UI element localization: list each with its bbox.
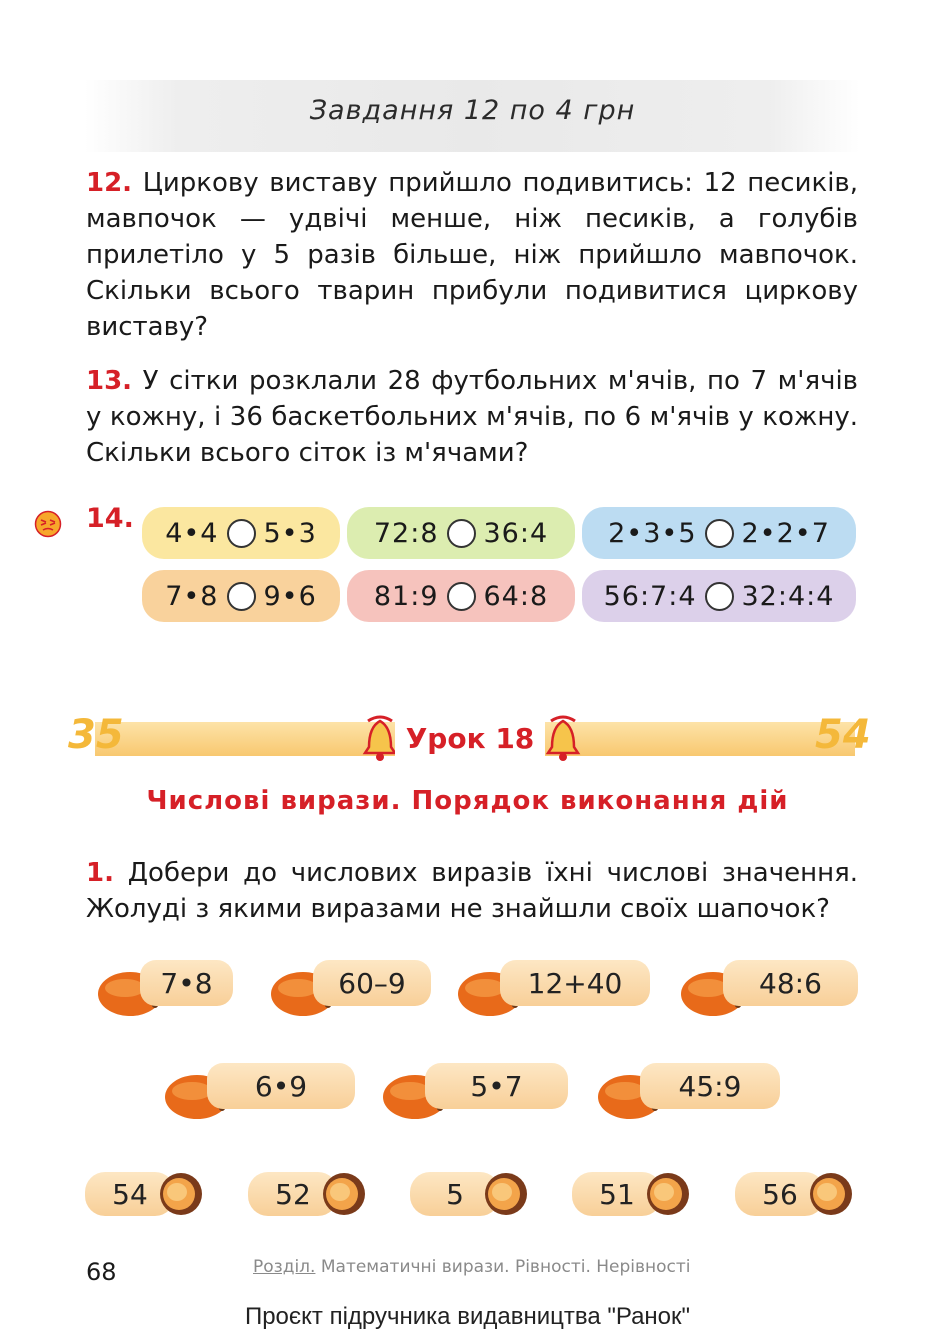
acorn-cap-icon [320,1170,368,1222]
task-number: 14. [86,503,134,534]
comparison-pair [142,570,340,622]
lesson-subtitle: Числові вирази. Порядок виконання дій [146,786,789,816]
comparison-circle[interactable] [447,519,476,548]
task-number: 1. [86,858,114,888]
acorn-expression: 48:6 [723,960,858,1006]
task-12 [86,165,858,345]
left-expression: 7•8 [165,580,219,612]
left-deco-numbers: 35 [68,712,124,758]
cap-value: 5 [410,1172,500,1216]
comparison-pair [142,507,340,559]
bell-icon [543,713,583,763]
section-text: Математичні вирази. Рівності. Нерівності [320,1257,691,1277]
comparison-circle[interactable] [227,519,256,548]
left-expression: 4•4 [165,517,219,549]
task-text: У сітки розклали 28 футбольних м'ячів, по 7 м'ячів у кожну, і 36 баскетбольних м'ячів, по 6 м'ячів у кожну. Скільки всього сіток із м'ячами? [86,366,858,468]
acorn-expression: 12+40 [500,960,650,1006]
cap-value: 54 [85,1172,175,1216]
acorn-cap-icon [644,1170,692,1222]
cap-value: 51 [572,1172,662,1216]
acorn-expression: 45:9 [640,1063,780,1109]
acorn-cap-icon [807,1170,855,1222]
comparison-pair [582,570,856,622]
thinking-face-icon [34,510,62,538]
cap-value: 52 [248,1172,338,1216]
right-expression: 9•6 [263,580,317,612]
lesson-title: Урок 18 [395,720,545,758]
section-footer [253,1257,691,1277]
comparison-pair [347,570,575,622]
right-expression: 32:4:4 [741,580,835,612]
section-label: Розділ. [253,1257,316,1277]
left-expression: 2•3•5 [608,517,697,549]
right-expression: 5•3 [263,517,317,549]
acorn-expression: 5•7 [425,1063,568,1109]
task-text: Добери до числових виразів їхні числові значення. Жолуді з якими виразами не знайшли своїх шапочок? [86,858,858,924]
task-1 [86,855,858,927]
acorn-cap-icon [157,1170,205,1222]
acorn-expression: 60–9 [313,960,431,1006]
comparison-circle[interactable] [447,582,476,611]
right-expression: 2•2•7 [741,517,830,549]
right-deco-numbers: 54 [815,712,871,758]
left-expression: 56:7:4 [603,580,697,612]
page-number: 68 [86,1258,117,1286]
left-expression: 72:8 [373,517,439,549]
comparison-pair [582,507,856,559]
left-expression: 81:9 [373,580,439,612]
bell-icon [360,713,400,763]
comparison-circle[interactable] [227,582,256,611]
acorn-cap-icon [482,1170,530,1222]
comparison-circle[interactable] [705,519,734,548]
right-expression: 64:8 [483,580,549,612]
task-number: 13. [86,366,133,396]
banner-title: Завдання 12 по 4 грн [309,95,636,126]
cap-value: 56 [735,1172,825,1216]
comparison-pair [347,507,575,559]
acorn-expression: 6•9 [207,1063,355,1109]
acorn-expression: 7•8 [140,960,233,1006]
publisher-credit: Проєкт підручника видавництва "Ранок" [244,1303,691,1330]
right-expression: 36:4 [483,517,549,549]
task-13 [86,363,858,471]
task-number: 12. [86,168,133,198]
comparison-circle[interactable] [705,582,734,611]
task-text: Циркову виставу прийшло подивитись: 12 песиків, мавпочок — удвічі менше, ніж песиків, а голубів прилетіло у 5 разів більше, ніж прийшло мавпочок. Скільки всього тварин прибули подивитися циркову виставу? [86,168,859,342]
